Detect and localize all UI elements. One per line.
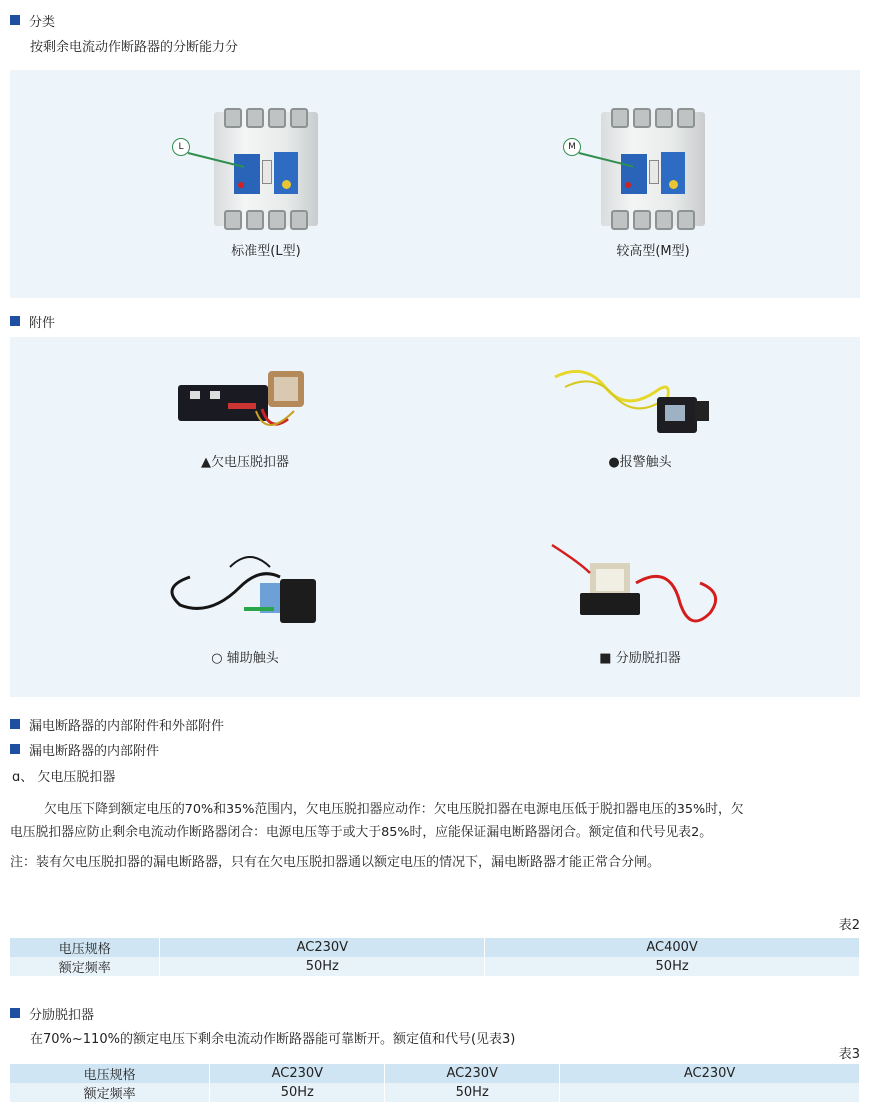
table-cell: 额定频率 [10,957,160,976]
table-cell: 电压规格 [10,1064,210,1083]
heading-text: 漏电断路器的内部附件 [29,743,160,759]
item-a-undervoltage: ɑ、 欠电压脱扣器 [12,770,116,785]
bullet-square-icon [10,744,20,754]
undervoltage-release-image [170,361,320,441]
bullet-square-icon [10,316,20,326]
heading-text: 漏电断路器的内部附件和外部附件 [29,718,225,734]
table-cell: AC230V [160,938,485,957]
accessory-shunt-release [550,543,730,666]
paragraph-line-2: 电压脱扣器应防止剩余电流动作断路器闭合：电源电压等于或大于85%时，应能保证漏电断路器闭合。额定值和代号见表2。 [10,825,713,840]
table-cell: 50Hz [210,1083,385,1102]
accessory-caption: ■ 分励脱扣器 [599,651,681,666]
table-cell: 50Hz [385,1083,560,1102]
callout-l-icon: L [172,138,190,156]
classification-subtitle: 按剩余电流动作断路器的分断能力分 [30,40,239,55]
breaker-image-m [601,108,705,230]
accessory-caption: ○ 辅助触头 [211,651,279,666]
table-cell: 额定频率 [10,1083,210,1102]
bullet-square-icon [10,15,20,25]
alarm-contact-image [545,357,735,441]
table-cell [560,1083,860,1102]
table-cell: 电压规格 [10,938,160,957]
accessory-alarm-contact [545,357,735,470]
shunt-description: 在70%~110%的额定电压下剩余电流动作断路器能可靠断开。额定值和代号(见表3) [30,1032,516,1047]
product-l-type [214,108,318,259]
section-heading-internal-external [10,715,224,733]
auxiliary-contact-image [160,547,330,637]
section-heading-classification [10,11,55,29]
table3-label: 表3 [838,1047,860,1062]
accessory-undervoltage-release [170,361,320,470]
accessory-caption: ▲欠电压脱扣器 [201,455,289,470]
accessory-auxiliary-contact [160,547,330,666]
table3 [10,1064,860,1102]
section-heading-internal [10,740,159,758]
table-row [10,1064,860,1083]
heading-text: 附件 [29,315,56,331]
table-row [10,1083,860,1102]
accessory-caption: ●报警触头 [608,455,672,470]
product-m-type [601,108,705,259]
table2 [10,938,860,976]
product-caption-m: 较高型(M型) [616,244,690,259]
product-caption-l: 标准型(L型) [231,244,301,259]
table-cell: AC400V [485,938,860,957]
heading-text: 分励脱扣器 [29,1007,95,1023]
shunt-release-image [550,543,730,637]
table-cell: AC230V [560,1064,860,1083]
accessories-panel [10,337,860,697]
section-heading-shunt [10,1004,94,1022]
bullet-square-icon [10,719,20,729]
table-cell: 50Hz [160,957,485,976]
table-row [10,938,860,957]
section-heading-accessories [10,312,55,330]
table-cell: AC230V [210,1064,385,1083]
table2-label: 表2 [838,918,860,933]
classification-panel [10,70,860,298]
table-cell: AC230V [385,1064,560,1083]
callout-m-icon: M [563,138,581,156]
table-cell: 50Hz [485,957,860,976]
bullet-square-icon [10,1008,20,1018]
breaker-image-l [214,108,318,230]
note-text: 注：装有欠电压脱扣器的漏电断路器，只有在欠电压脱扣器通以额定电压的情况下，漏电断路器才能正常合分闸。 [10,855,661,870]
heading-text: 分类 [29,14,56,30]
table-row [10,957,860,976]
paragraph-line-1: 欠电压下降到额定电压的70%和35%范围内，欠电压脱扣器应动作：欠电压脱扣器在电源电压低于脱扣器电压的35%时，欠 [44,802,744,817]
